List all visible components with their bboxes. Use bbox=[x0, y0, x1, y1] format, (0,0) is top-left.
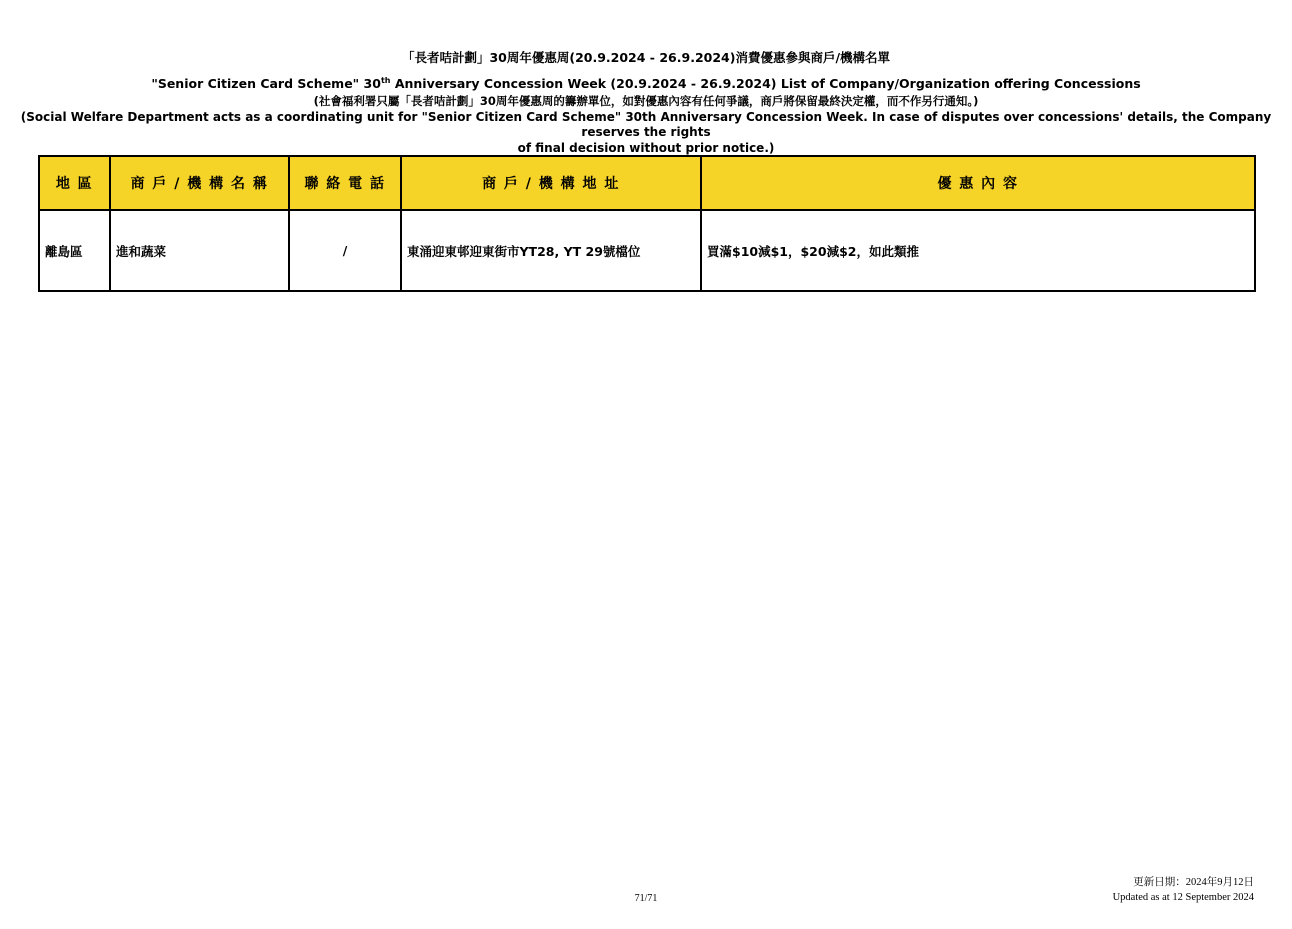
cell-company-address: 東涌迎東邨迎東街市YT28, YT 29號檔位 bbox=[401, 210, 701, 291]
page-title-en-suffix: Anniversary Concession Week (20.9.2024 - 26.9.2024) List of Company/Organization offering Concessions bbox=[390, 76, 1141, 92]
note-en-line2: of final decision without prior notice.) bbox=[517, 140, 775, 155]
cell-concession-details: 買滿$10減$1，$20減$2，如此類推 bbox=[701, 210, 1255, 291]
cell-district: 離島區 bbox=[39, 210, 110, 291]
document-header bbox=[0, 50, 1292, 172]
note-zh: (社會福利署只屬「長者咭計劃」30周年優惠周的籌辦單位，如對優惠內容有任何爭議，商戶將保留最終決定權，而不作另行通知。) bbox=[313, 94, 979, 109]
page-number: 71/71 bbox=[634, 893, 658, 904]
updated-date-en: Updated as at 12 September 2024 bbox=[1112, 891, 1254, 903]
header-district: 地 區 bbox=[39, 156, 110, 210]
header-company-address: 商 戶 / 機 構 地 址 bbox=[401, 156, 701, 210]
cell-contact-phone: / bbox=[289, 210, 401, 291]
cell-company-name: 進和蔬菜 bbox=[110, 210, 289, 291]
concessions-table bbox=[38, 155, 1256, 292]
page-title-en-prefix: "Senior Citizen Card Scheme" 30 bbox=[151, 76, 381, 92]
header-concession-details: 優 惠 內 容 bbox=[701, 156, 1255, 210]
table-row bbox=[39, 210, 1255, 291]
note-en-line1: (Social Welfare Department acts as a coordinating unit for "Senior Citizen Card Scheme" 30th Anniversary Concession Week. In case of disputes over concessions' details, the Company reserves the rights bbox=[20, 109, 1272, 140]
page-title-zh: 「長者咭計劃」30周年優惠周(20.9.2024 - 26.9.2024)消費優惠參與商戶/機構名單 bbox=[401, 50, 891, 65]
page-title-en-superscript: th bbox=[380, 76, 391, 85]
header-company-name: 商 戶 / 機 構 名 稱 bbox=[110, 156, 289, 210]
updated-date-zh: 更新日期：2024年9月12日 bbox=[1133, 877, 1254, 888]
table-header-row bbox=[39, 156, 1255, 210]
updated-date-block bbox=[1113, 876, 1254, 905]
page-title-en bbox=[0, 73, 1292, 91]
header-contact-phone: 聯 絡 電 話 bbox=[289, 156, 401, 210]
